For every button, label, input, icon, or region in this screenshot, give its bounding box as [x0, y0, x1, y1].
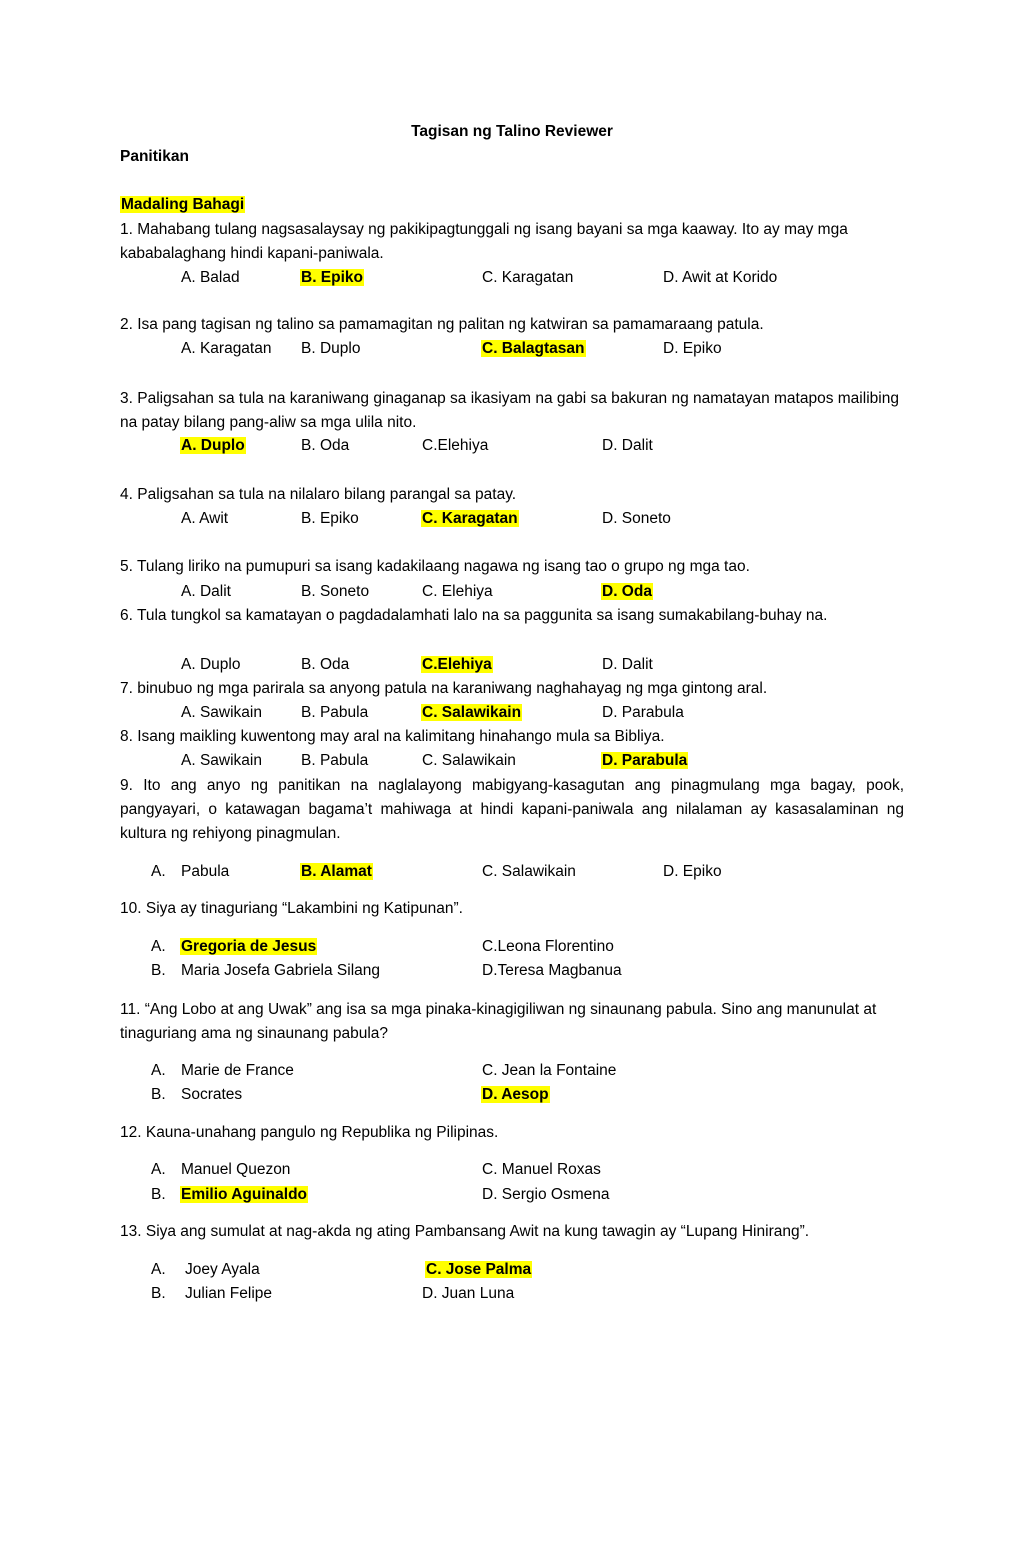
q12-choice-d: D. Sergio Osmena	[482, 1186, 610, 1203]
q3-choice-b: B. Oda	[301, 437, 350, 454]
q2-choice-b: B. Duplo	[301, 340, 361, 357]
q4-choice-b: B. Epiko	[301, 510, 359, 527]
q9-choice-d: D. Epiko	[663, 863, 722, 880]
q2-choice-d: D. Epiko	[663, 340, 722, 357]
q4-choice-c-answer: C. Karagatan	[422, 510, 518, 527]
question-6-text: 6. Tula tungkol sa kamatayan o pagdadalamhati lalo na sa paggunita sa isang sumakabilang-buhay na.	[120, 607, 828, 624]
q5-choice-d-answer: D. Oda	[602, 583, 652, 600]
question-4-text: 4. Paligsahan sa tula na nilalaro bilang parangal sa patay.	[120, 486, 517, 503]
question-13-text: 13. Siya ang sumulat at nag-akda ng ating Pambansang Awit na kung tawagin ay “Lupang Hinirang”.	[120, 1223, 810, 1240]
q1-choice-c: C. Karagatan	[482, 269, 574, 286]
q8-choice-c: C. Salawikain	[422, 752, 516, 769]
q3-choice-d: D. Dalit	[602, 437, 653, 454]
q10-choice-c: C.Leona Florentino	[482, 938, 614, 955]
q5-choice-a: A. Dalit	[181, 583, 231, 600]
section-heading: Madaling Bahagi	[121, 196, 245, 213]
q2-choice-a: A. Karagatan	[181, 340, 272, 357]
subject-heading: Panitikan	[120, 148, 189, 165]
q11-letter-b: B.	[151, 1086, 166, 1103]
q1-choice-a: A. Balad	[181, 269, 240, 286]
q13-choice-a: Joey Ayala	[185, 1261, 260, 1278]
q2-choice-c-answer: C. Balagtasan	[482, 340, 585, 357]
question-1-text: 1. Mahabang tulang nagsasalaysay ng pakikipagtunggali ng isang bayani sa mga kaaway. Ito ay may mga kababalaghang hindi kapani-paniwala.	[120, 221, 848, 262]
q1-choice-d: D. Awit at Korido	[663, 269, 778, 286]
q10-choice-b: Maria Josefa Gabriela Silang	[181, 962, 381, 979]
q10-choice-a-answer: Gregoria de Jesus	[181, 938, 317, 955]
q9-choice-c: C. Salawikain	[482, 863, 576, 880]
q11-letter-a: A.	[151, 1062, 166, 1079]
q11-choice-c: C. Jean la Fontaine	[482, 1062, 617, 1079]
q12-letter-a: A.	[151, 1161, 166, 1178]
q12-choice-c: C. Manuel Roxas	[482, 1161, 601, 1178]
q8-choice-d-answer: D. Parabula	[602, 752, 688, 769]
q13-choice-d: D. Juan Luna	[422, 1285, 515, 1302]
q6-choice-c-answer: C.Elehiya	[422, 656, 492, 673]
q4-choice-a: A. Awit	[181, 510, 229, 527]
q8-choice-b: B. Pabula	[301, 752, 369, 769]
q10-choice-d: D.Teresa Magbanua	[482, 962, 622, 979]
q9-choice-b-answer: B. Alamat	[301, 863, 372, 880]
q6-choice-d: D. Dalit	[602, 656, 653, 673]
q10-letter-b: B.	[151, 962, 166, 979]
q10-letter-a: A.	[151, 938, 166, 955]
q9-choice-a: Pabula	[181, 863, 230, 880]
question-10-text: 10. Siya ay tinaguriang “Lakambini ng Katipunan”.	[120, 900, 463, 917]
q1-choice-b-answer: B. Epiko	[301, 269, 364, 286]
q11-choice-b: Socrates	[181, 1086, 243, 1103]
q13-choice-b: Julian Felipe	[185, 1285, 273, 1302]
q7-choice-d: D. Parabula	[602, 704, 684, 721]
q13-letter-a: A.	[151, 1261, 166, 1278]
q5-choice-c: C. Elehiya	[422, 583, 493, 600]
q3-choice-c: C.Elehiya	[422, 437, 489, 454]
question-2-text: 2. Isa pang tagisan ng talino sa pamamagitan ng palitan ng katwiran sa pamamaraang patula.	[120, 316, 764, 333]
q11-choice-d-answer: D. Aesop	[482, 1086, 549, 1103]
q4-choice-d: D. Soneto	[602, 510, 671, 527]
q8-choice-a: A. Sawikain	[181, 752, 262, 769]
question-3-text: 3. Paligsahan sa tula na karaniwang ginaganap sa ikasiyam na gabi sa bakuran ng namatayan matapos mailibing na patay bilang pang-aliw sa mga ulila nito.	[120, 390, 899, 431]
q12-choice-b-answer: Emilio Aguinaldo	[181, 1186, 308, 1203]
q12-choice-a: Manuel Quezon	[181, 1161, 291, 1178]
q7-choice-b: B. Pabula	[301, 704, 369, 721]
question-11-text: 11. “Ang Lobo at ang Uwak” ang isa sa mga pinaka-kinagigiliwan ng sinaunang pabula. Sino ang manunulat at tinaguriang ama ng sinaunang pabula?	[120, 1001, 877, 1042]
q6-choice-b: B. Oda	[301, 656, 350, 673]
question-8-text: 8. Isang maikling kuwentong may aral na kalimitang hinahango mula sa Bibliya.	[120, 728, 665, 745]
q7-choice-a: A. Sawikain	[181, 704, 262, 721]
q3-choice-a-answer: A. Duplo	[181, 437, 245, 454]
q7-choice-c-answer: C. Salawikain	[422, 704, 522, 721]
q5-choice-b: B. Soneto	[301, 583, 370, 600]
page-title: Tagisan ng Talino Reviewer	[411, 123, 613, 140]
q11-choice-a: Marie de France	[181, 1062, 294, 1079]
question-9-text: 9. Ito ang anyo ng panitikan na naglalayong mabigyang-kasagutan ang pinagmulang mga bagay, pook, pangyayari, o katawagan bagama’t mahiwaga at hindi kapani-paniwala ang nilalaman ay kasasalaminan ng kultura ng rehiyong pinagmulan.	[120, 777, 904, 842]
question-5-text: 5. Tulang liriko na pumupuri sa isang kadakilaang nagawa ng isang tao o grupo ng mga tao.	[120, 558, 750, 575]
q13-letter-b: B.	[151, 1285, 166, 1302]
q6-choice-a: A. Duplo	[181, 656, 241, 673]
question-7-text: 7. binubuo ng mga parirala sa anyong patula na karaniwang naghahayag ng mga gintong aral.	[120, 680, 768, 697]
question-12-text: 12. Kauna-unahang pangulo ng Republika ng Pilipinas.	[120, 1124, 499, 1141]
q13-choice-c-answer: C. Jose Palma	[426, 1261, 532, 1278]
q12-letter-b: B.	[151, 1186, 166, 1203]
q9-letter-a: A.	[151, 863, 166, 880]
